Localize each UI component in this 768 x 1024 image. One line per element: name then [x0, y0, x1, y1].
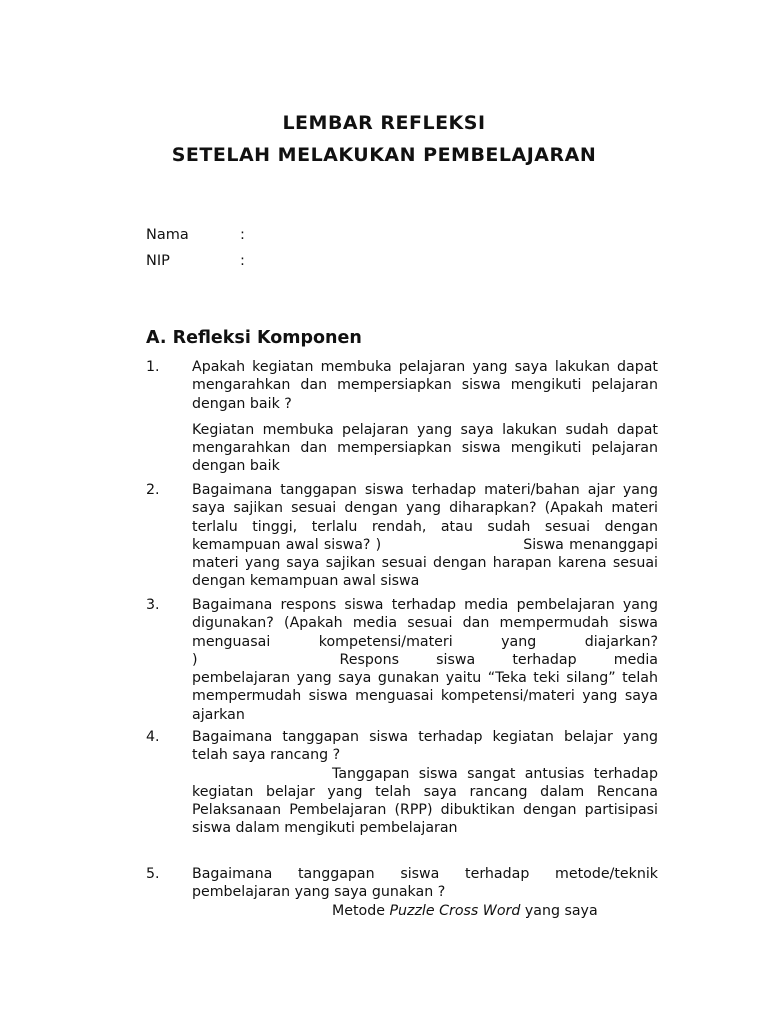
- section-heading: A. Refleksi Komponen: [146, 328, 362, 348]
- item-question: Bagaimana tanggapan siswa terhadap metode/teknik pembelajaran yang saya gunakan ?: [192, 866, 658, 901]
- list-item: [146, 865, 658, 920]
- item-answer: Respons siswa terhadap media pembelajaran yang saya gunakan yaitu “Teka teki silang” telah mempermudah siswa menguasai kompetensi/materi yang saya ajarkan: [192, 651, 658, 723]
- name-label: Nama: [146, 227, 189, 243]
- item-number: 1.: [146, 359, 160, 375]
- list-item: [146, 481, 658, 591]
- nip-field: [146, 253, 245, 269]
- method-name: Puzzle Cross Word: [389, 902, 521, 919]
- list-item: [146, 728, 658, 838]
- document-title: LEMBAR REFLEKSI: [282, 112, 486, 134]
- name-field: [146, 227, 245, 243]
- answer-prefix: Metode: [332, 902, 390, 919]
- name-separator: :: [240, 227, 245, 243]
- item-answer: Kegiatan membuka pelajaran yang saya lakukan sudah dapat mengarahkan dan mempersiapkan siswa mengikuti pelajaran dengan baik: [192, 421, 658, 475]
- item-question: Apakah kegiatan membuka pelajaran yang saya lakukan dapat mengarahkan dan mempersiapkan siswa mengikuti pelajaran dengan baik ?: [192, 359, 658, 412]
- nip-separator: :: [240, 253, 245, 269]
- document-subtitle: SETELAH MELAKUKAN PEMBELAJARAN: [171, 144, 597, 166]
- item-answer: Siswa menanggapi materi yang saya sajikan sesuai dengan harapan karena sesuai dengan kemampuan awal siswa: [192, 536, 658, 590]
- nip-label: NIP: [146, 253, 170, 269]
- item-question: Bagaimana respons siswa terhadap media pembelajaran yang digunakan? (Apakah media sesuai dan mempermudah siswa menguasai kompetensi/materi yang diajarkan? ): [192, 597, 658, 668]
- item-question: Bagaimana tanggapan siswa terhadap materi/bahan ajar yang saya sajikan sesuai dengan yang diharapkan? (Apakah materi terlalu tinggi, terlalu rendah, atau sudah sesuai dengan kemampuan awal siswa? ): [192, 482, 658, 553]
- item-number: 3.: [146, 597, 160, 613]
- answer-suffix: yang saya: [520, 902, 598, 919]
- item-number: 2.: [146, 482, 160, 498]
- item-question: Bagaimana tanggapan siswa terhadap kegiatan belajar yang telah saya rancang ?: [192, 729, 658, 764]
- item-answer: [192, 902, 658, 920]
- list-item: [146, 358, 658, 476]
- item-number: 4.: [146, 729, 160, 745]
- item-answer: Tanggapan siswa sangat antusias terhadap kegiatan belajar yang telah saya rancang dalam Rencana Pelaksanaan Pembelajaran (RPP) dibuktikan dengan partisipasi siswa dalam mengikuti pembelajaran: [192, 765, 658, 837]
- item-number: 5.: [146, 866, 160, 882]
- list-item: [146, 596, 658, 724]
